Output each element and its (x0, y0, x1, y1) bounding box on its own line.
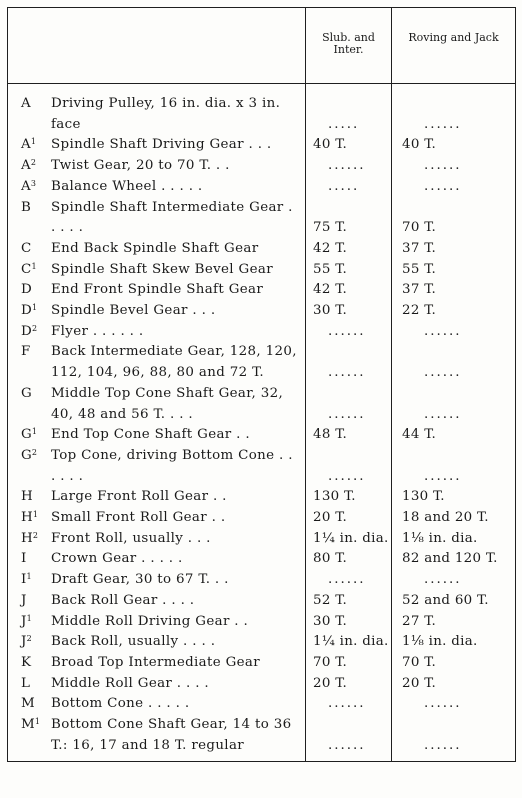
slub-value-text: ...... (328, 365, 366, 381)
part-code (8, 508, 51, 529)
roving-value-text: ...... (424, 365, 462, 381)
part-description: Back Roll Gear . . . . (51, 592, 195, 608)
roving-and-jack-value (392, 198, 516, 239)
roving-value-text: ...... (424, 468, 462, 484)
item-cell (8, 694, 306, 715)
slub-value-text: 42 T. (313, 282, 348, 298)
part-letter: D (21, 303, 32, 319)
roving-value-text: 27 T. (402, 613, 437, 629)
part-code (8, 715, 51, 736)
part-letter: H (21, 530, 33, 546)
slub-value-text: 42 T. (313, 240, 348, 256)
part-superscript: 1 (31, 427, 38, 437)
item-entry (8, 198, 305, 239)
part-description: Top Cone, driving Bottom Cone . . . . . . (51, 447, 293, 484)
part-superscript: 1 (30, 137, 37, 147)
slub-value-text: 30 T. (313, 613, 348, 629)
part-code (8, 694, 51, 715)
item-cell (8, 570, 306, 591)
roving-and-jack-value (392, 549, 516, 570)
table-row (8, 446, 516, 487)
item-cell (8, 239, 306, 260)
roving-and-jack-value (392, 342, 516, 383)
roving-value-text: ...... (424, 158, 462, 174)
part-letter: G (21, 385, 32, 401)
roving-and-jack-value (392, 156, 516, 177)
table-row (8, 715, 516, 761)
slub-value-text: ...... (328, 572, 366, 588)
roving-and-jack-value (392, 425, 516, 446)
roving-and-jack-value (392, 591, 516, 612)
part-description: Small Front Roll Gear . . (51, 510, 226, 526)
part-code (8, 653, 51, 674)
roving-value-text: ...... (424, 116, 462, 132)
header-item (8, 8, 306, 84)
slub-and-inter-value (306, 549, 392, 570)
roving-value-text: 1⅛ in. dia. (402, 634, 478, 650)
slub-and-inter-value (306, 612, 392, 633)
slub-and-inter-value (306, 384, 392, 425)
part-description: Twist Gear, 20 to 70 T. . . (51, 158, 230, 174)
part-letter: J (21, 634, 27, 650)
part-code (8, 177, 51, 198)
part-description: Balance Wheel . . . . . (51, 178, 203, 194)
item-entry (8, 653, 305, 674)
slub-value-text: 48 T. (313, 427, 348, 443)
part-description: Back Intermediate Gear, 128, 120, 112, 104, 96, 88, 80 and 72 T. (51, 344, 297, 381)
table-row (8, 135, 516, 156)
roving-value-text: 1⅛ in. dia. (402, 530, 478, 546)
part-superscript: 1 (31, 303, 38, 313)
item-cell (8, 135, 306, 156)
item-cell (8, 260, 306, 281)
item-cell (8, 653, 306, 674)
item-entry (8, 425, 305, 446)
part-letter: A (21, 158, 31, 174)
slub-and-inter-value (306, 84, 392, 136)
part-code (8, 674, 51, 695)
slub-and-inter-value (306, 135, 392, 156)
part-superscript: 2 (30, 158, 37, 168)
slub-value-text: 52 T. (313, 592, 348, 608)
table-row (8, 591, 516, 612)
item-cell (8, 177, 306, 198)
slub-and-inter-value (306, 570, 392, 591)
part-code (8, 322, 51, 343)
table-body (8, 84, 516, 762)
table-row (8, 674, 516, 695)
part-description: Bottom Cone . . . . . (51, 696, 190, 712)
part-superscript: 1 (34, 717, 41, 727)
table-row (8, 280, 516, 301)
item-cell (8, 84, 306, 136)
item-cell (8, 322, 306, 343)
slub-and-inter-value (306, 177, 392, 198)
slub-and-inter-value (306, 425, 392, 446)
part-code (8, 198, 51, 219)
part-code (8, 591, 51, 612)
slub-and-inter-value (306, 508, 392, 529)
part-code (8, 301, 51, 322)
table-row (8, 239, 516, 260)
slub-and-inter-value (306, 280, 392, 301)
item-entry (8, 260, 305, 281)
table-row (8, 384, 516, 425)
table-row (8, 260, 516, 281)
part-superscript: 2 (31, 447, 38, 457)
slub-and-inter-value (306, 260, 392, 281)
table-row (8, 508, 516, 529)
item-entry (8, 342, 305, 383)
item-entry (8, 280, 305, 301)
item-entry (8, 135, 305, 156)
slub-value-text: 70 T. (313, 654, 348, 670)
slub-and-inter-value (306, 653, 392, 674)
item-entry (8, 632, 305, 653)
slub-value-text: ...... (328, 468, 366, 484)
roving-value-text: 20 T. (402, 675, 437, 691)
part-description: Large Front Roll Gear . . (51, 489, 227, 505)
part-letter: C (21, 261, 32, 277)
part-code (8, 612, 51, 633)
item-entry (8, 591, 305, 612)
part-letter: A (21, 96, 31, 111)
roving-and-jack-value (392, 280, 516, 301)
part-description: Back Roll, usually . . . . (51, 634, 216, 650)
item-cell (8, 487, 306, 508)
table-row (8, 322, 516, 343)
slub-and-inter-value (306, 156, 392, 177)
part-letter: D (21, 323, 32, 339)
roving-value-text: ...... (424, 572, 462, 588)
roving-value-text: 130 T. (402, 489, 445, 505)
part-letter: L (21, 675, 31, 691)
roving-value-text: ...... (424, 323, 462, 339)
slub-and-inter-value (306, 446, 392, 487)
slub-value-text: 80 T. (313, 551, 348, 567)
item-cell (8, 715, 306, 761)
slub-value-text: 1¼ in. dia. (313, 634, 389, 650)
part-letter: J (21, 613, 27, 629)
table-row (8, 342, 516, 383)
slub-and-inter-value (306, 591, 392, 612)
item-entry (8, 239, 305, 260)
part-description: Bottom Cone Shaft Gear, 14 to 36 T.: 16, 17 and 18 T. regular (51, 717, 292, 753)
slub-value-text: 30 T. (313, 303, 348, 319)
roving-and-jack-value (392, 653, 516, 674)
item-entry (8, 570, 305, 591)
roving-and-jack-value (392, 135, 516, 156)
part-description: Front Roll, usually . . . (51, 530, 211, 546)
table-row (8, 425, 516, 446)
roving-and-jack-value (392, 508, 516, 529)
part-description: End Top Cone Shaft Gear . . (51, 427, 250, 443)
roving-value-text: ...... (424, 737, 462, 753)
part-code (8, 260, 51, 281)
part-description: End Back Spindle Shaft Gear (51, 240, 259, 256)
table-row (8, 84, 516, 136)
table-row (8, 694, 516, 715)
part-code (8, 94, 51, 115)
part-letter: A (21, 137, 31, 153)
item-cell (8, 674, 306, 695)
table-row (8, 612, 516, 633)
roving-and-jack-value (392, 529, 516, 550)
item-entry (8, 549, 305, 570)
item-entry (8, 301, 305, 322)
roving-and-jack-value (392, 612, 516, 633)
table-row (8, 156, 516, 177)
table-row (8, 529, 516, 550)
slub-and-inter-value (306, 301, 392, 322)
roving-and-jack-value (392, 674, 516, 695)
part-description: Flyer . . . . . . (51, 323, 144, 339)
slub-value-text: ...... (328, 737, 366, 753)
item-cell (8, 342, 306, 383)
part-superscript: 3 (30, 178, 37, 188)
part-code (8, 425, 51, 446)
item-entry (8, 715, 305, 756)
item-cell (8, 301, 306, 322)
table-row (8, 570, 516, 591)
roving-value-text: 70 T. (402, 654, 437, 670)
part-description: Middle Roll Gear . . . . (51, 675, 210, 691)
part-superscript: 1 (32, 510, 39, 520)
part-description: Spindle Bevel Gear . . . (51, 303, 216, 319)
slub-value-text: ..... (328, 178, 360, 194)
roving-and-jack-value (392, 487, 516, 508)
part-description: Middle Top Cone Shaft Gear, 32, 40, 48 and 56 T. . . . (51, 385, 284, 422)
part-letter: K (21, 654, 32, 670)
header-slub-and-inter: Slub. and Inter. (306, 8, 392, 84)
slub-and-inter-value (306, 322, 392, 343)
item-cell (8, 549, 306, 570)
slub-and-inter-value (306, 487, 392, 508)
part-letter: I (21, 572, 27, 588)
roving-value-text: ...... (424, 696, 462, 712)
item-entry (8, 487, 305, 508)
part-code (8, 280, 51, 301)
slub-and-inter-value (306, 239, 392, 260)
roving-value-text: 40 T. (402, 137, 437, 153)
part-superscript: 1 (26, 613, 32, 623)
item-entry (8, 694, 305, 715)
roving-and-jack-value (392, 177, 516, 198)
roving-value-text: 55 T. (402, 261, 437, 277)
part-description: Draft Gear, 30 to 67 T. . . (51, 572, 229, 588)
part-description: End Front Spindle Shaft Gear (51, 282, 264, 298)
part-letter: M (21, 717, 35, 733)
roving-and-jack-value (392, 446, 516, 487)
slub-and-inter-value (306, 529, 392, 550)
roving-and-jack-value (392, 260, 516, 281)
header-roving-and-jack: Roving and Jack (392, 8, 516, 84)
table-row (8, 549, 516, 570)
item-entry (8, 322, 305, 343)
roving-and-jack-value (392, 632, 516, 653)
slub-value-text: ...... (328, 158, 366, 174)
item-entry (8, 529, 305, 550)
slub-value-text: ..... (328, 116, 360, 132)
item-cell (8, 446, 306, 487)
part-code (8, 570, 51, 591)
slub-and-inter-value (306, 694, 392, 715)
part-code (8, 135, 51, 156)
slub-value-text: 20 T. (313, 510, 348, 526)
roving-value-text: 82 and 120 T. (402, 551, 498, 567)
roving-value-text: ...... (424, 406, 462, 422)
roving-and-jack-value (392, 301, 516, 322)
roving-and-jack-value (392, 84, 516, 136)
roving-value-text: ...... (424, 178, 462, 194)
part-code (8, 446, 51, 467)
item-entry (8, 508, 305, 529)
part-letter: C (21, 240, 32, 256)
item-entry (8, 94, 305, 135)
roving-value-text: 37 T. (402, 240, 437, 256)
item-entry (8, 674, 305, 695)
table-header-row (8, 8, 516, 84)
part-letter: J (21, 592, 27, 608)
part-superscript: 1 (26, 572, 32, 582)
item-cell (8, 632, 306, 653)
item-cell (8, 612, 306, 633)
item-cell (8, 529, 306, 550)
part-code (8, 549, 51, 570)
part-code (8, 487, 51, 508)
item-cell (8, 425, 306, 446)
part-superscript: 2 (32, 530, 39, 540)
part-code (8, 384, 51, 405)
roving-and-jack-value (392, 239, 516, 260)
part-letter: D (21, 282, 32, 298)
item-cell (8, 384, 306, 425)
roving-value-text: 37 T. (402, 282, 437, 298)
roving-value-text: 52 and 60 T. (402, 592, 489, 608)
part-letter: H (21, 510, 33, 526)
slub-and-inter-value (306, 632, 392, 653)
part-description: Spindle Shaft Intermediate Gear . . . . . (51, 199, 293, 236)
roving-and-jack-value (392, 715, 516, 761)
table-row (8, 632, 516, 653)
item-entry (8, 177, 305, 198)
roving-value-text: 22 T. (402, 303, 437, 319)
slub-and-inter-value (306, 715, 392, 761)
slub-and-inter-value (306, 674, 392, 695)
table-row (8, 487, 516, 508)
part-description: Spindle Shaft Driving Gear . . . (51, 137, 272, 153)
item-cell (8, 280, 306, 301)
slub-and-inter-value (306, 198, 392, 239)
part-code (8, 529, 51, 550)
table-row (8, 301, 516, 322)
part-description: Crown Gear . . . . . (51, 551, 183, 567)
part-letter: I (21, 551, 27, 567)
table-row (8, 177, 516, 198)
item-entry (8, 384, 305, 425)
table-row (8, 653, 516, 674)
part-letter: B (21, 199, 32, 215)
item-cell (8, 591, 306, 612)
part-description: Middle Roll Driving Gear . . (51, 613, 249, 629)
roving-and-jack-value (392, 322, 516, 343)
gear-specification-table (7, 7, 516, 762)
table-row (8, 198, 516, 239)
roving-and-jack-value (392, 384, 516, 425)
part-superscript: 1 (31, 261, 37, 271)
part-letter: G (21, 427, 32, 443)
slub-value-text: 40 T. (313, 137, 348, 153)
slub-value-text: 130 T. (313, 489, 356, 505)
item-entry (8, 446, 305, 487)
part-letter: H (21, 489, 33, 505)
part-superscript: 2 (31, 323, 38, 333)
part-description: Driving Pulley, 16 in. dia. x 3 in. face (51, 96, 281, 132)
part-letter: A (21, 178, 31, 194)
item-entry (8, 612, 305, 633)
roving-value-text: 70 T. (402, 220, 437, 236)
item-cell (8, 156, 306, 177)
item-cell (8, 198, 306, 239)
roving-value-text: 44 T. (402, 427, 437, 443)
roving-and-jack-value (392, 570, 516, 591)
part-description: Spindle Shaft Skew Bevel Gear (51, 261, 273, 277)
slub-value-text: 75 T. (313, 220, 348, 236)
part-code (8, 156, 51, 177)
item-entry (8, 156, 305, 177)
part-superscript: 2 (26, 634, 32, 644)
part-letter: M (21, 696, 35, 712)
roving-value-text: 18 and 20 T. (402, 510, 489, 526)
slub-value-text: 20 T. (313, 675, 348, 691)
slub-value-text: 1¼ in. dia. (313, 530, 389, 546)
slub-value-text: 55 T. (313, 261, 348, 277)
item-cell (8, 508, 306, 529)
part-code (8, 342, 51, 363)
part-code (8, 239, 51, 260)
slub-value-text: ...... (328, 323, 366, 339)
part-code (8, 632, 51, 653)
slub-value-text: ...... (328, 696, 366, 712)
slub-value-text: ...... (328, 406, 366, 422)
part-letter: F (21, 344, 31, 360)
part-description: Broad Top Intermediate Gear (51, 654, 260, 670)
part-letter: G (21, 447, 32, 463)
roving-and-jack-value (392, 694, 516, 715)
slub-and-inter-value (306, 342, 392, 383)
